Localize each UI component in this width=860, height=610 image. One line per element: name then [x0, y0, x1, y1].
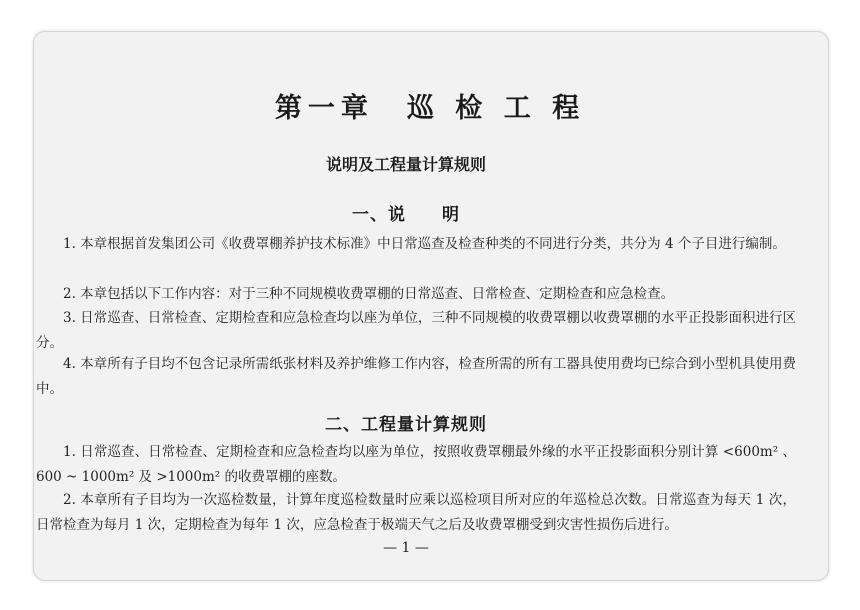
paragraph: 4. 本章所有子目均不包含记录所需纸张材料及养护维修工作内容，检查所需的所有工器具使用费均已综合到小型机具使用费中。 [36, 356, 796, 397]
paragraph: 3. 日常巡查、日常检查、定期检查和应急检查均以座为单位，三种不同规模的收费罩棚以收费罩棚的水平正投影面积进行区分。 [36, 310, 796, 351]
paragraph: 1. 本章根据首发集团公司《收费罩棚养护技术标准》中日常巡查及检查种类的不同进行分类，共分为 4 个子目进行编制。 [63, 236, 786, 252]
paragraph: 1. 日常巡查、日常检查、定期检查和应急检查均以座为单位，按照收费罩棚最外缘的水平正投影面积分别计算 <600m² 、600 ~ 1000m² 及 >1000m² 的收费罩棚的座数。 [36, 444, 796, 485]
page-number: — 1 — [383, 540, 429, 556]
chapter-title: 第一章 巡 检 工 程 [274, 93, 586, 124]
section-heading-explanation: 一、说 明 [352, 205, 460, 225]
section-heading-calculation-rules: 二、工程量计算规则 [325, 415, 487, 435]
subtitle: 说明及工程量计算规则 [325, 155, 486, 174]
paragraph: 2. 本章所有子目均为一次巡检数量，计算年度巡检数量时应乘以巡检项目所对应的年巡检总次数。日常巡查为每天 1 次，日常检查为每月 1 次，定期检查为每年 1 次，应急检查于极端天气之后及收费罩棚受到灾害性损伤后进行。 [36, 492, 796, 533]
paragraph: 2. 本章包括以下工作内容：对于三种不同规模收费罩棚的日常巡查、日常检查、定期检查和应急检查。 [63, 286, 675, 302]
